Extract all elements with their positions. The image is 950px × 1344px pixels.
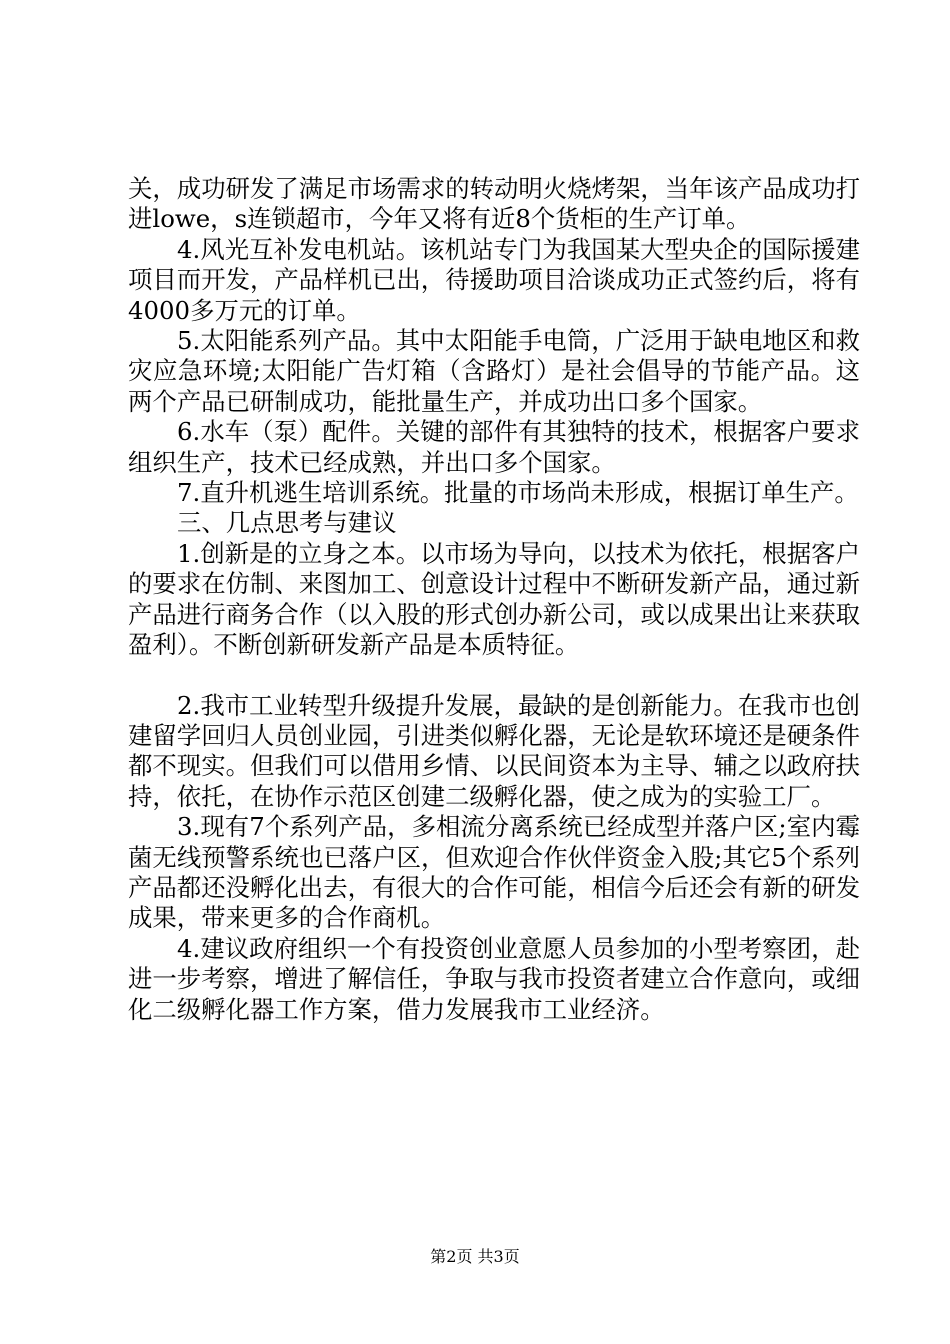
paragraph-6: 1.创新是的立身之本。以市场为导向，以技术为依托，根据客户的要求在仿制、来图加工、创意设计过程中不断研发新产品，通过新产品进行商务合作（以入股的形式创办新公司，或以成果出让来获取盈利）。不断创新研发新产品是本质特征。 — [128, 538, 860, 660]
paragraph-7: 2.我市工业转型升级提升发展，最缺的是创新能力。在我市也创建留学回归人员创业园，引进类似孵化器，无论是软环境还是硬条件都不现实。但我们可以借用乡情、以民间资本为主导、辅之以政府扶持，依托，在协作示范区创建二级孵化器，使之成为的实验工厂。 — [128, 690, 860, 811]
paragraph-1: 关，成功研发了满足市场需求的转动明火烧烤架，当年该产品成功打进lowe，s连锁超市，今年又将有近8个货柜的生产订单。 — [128, 174, 860, 234]
section-heading: 三、几点思考与建议 — [177, 508, 397, 538]
paragraph-9: 4.建议政府组织一个有投资创业意愿人员参加的小型考察团，赴进一步考察，增进了解信任，争取与我市投资者建立合作意向，或细化二级孵化器工作方案，借力发展我市工业经济。 — [128, 933, 860, 1024]
document-body — [128, 174, 860, 1025]
paragraph-5: 7.直升机逃生培训系统。批量的市场尚未形成，根据订单生产。 — [177, 478, 859, 508]
paragraph-3: 5.太阳能系列产品。其中太阳能手电筒，广泛用于缺电地区和救灾应急环境;太阳能广告灯箱（含路灯）是社会倡导的节能产品。这两个产品已研制成功，能批量生产，并成功出口多个国家。 — [128, 326, 860, 416]
paragraph-4: 6.水车（泵）配件。关键的部件有其独特的技术，根据客户要求组织生产，技术已经成熟，并出口多个国家。 — [128, 417, 860, 477]
paragraph-2: 4.风光互补发电机站。该机站专门为我国某大型央企的国际援建项目而开发，产品样机已出，待援助项目洽谈成功正式签约后，将有4000多万元的订单。 — [128, 234, 860, 325]
page-footer: 第2页 共3页 — [430, 1247, 520, 1266]
paragraph-8: 3.现有7个系列产品，多相流分离系统已经成型并落户区;室内霉菌无线预警系统也已落户区，但欢迎合作伙伴资金入股;其它5个系列产品都还没孵化出去，有很大的合作可能，相信今后还会有新的研发成果，带来更多的合作商机。 — [128, 812, 860, 933]
